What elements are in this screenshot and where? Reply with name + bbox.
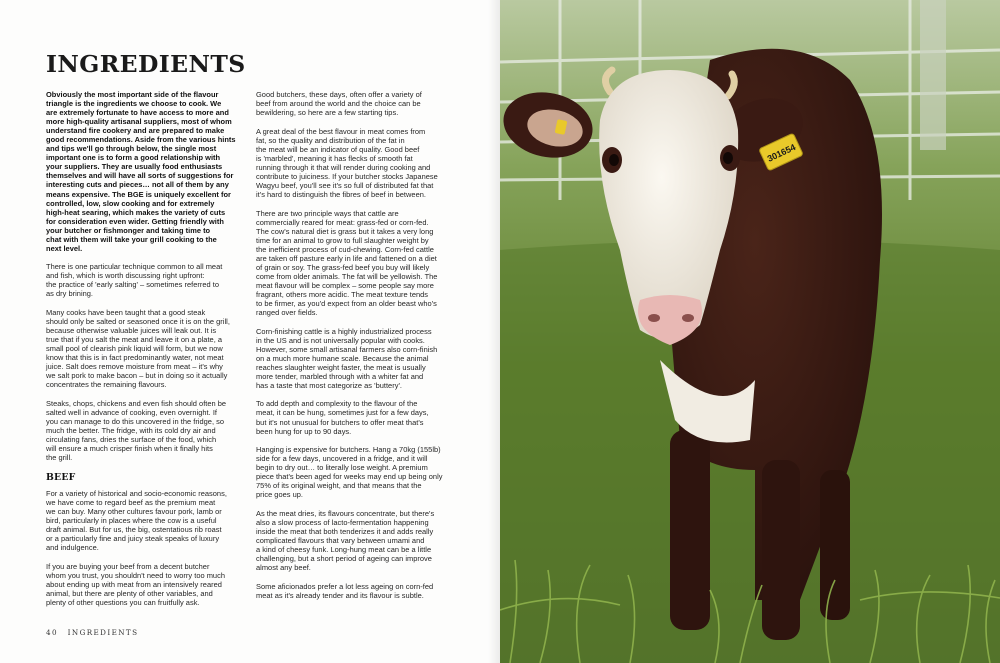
body-paragraph: If you are buying your beef from a decent butcher whom you trust, you shouldn't need to worry too much about ending up with meat from an intensively reared animal, but there are plenty of other variables, and plenty of other questions you can fruitfully ask.	[46, 561, 225, 607]
text-column-left	[46, 90, 246, 616]
body-paragraph: Some aficionados prefer a lot less ageing on corn-fed meat as it's already tender and its flavour is subtle.	[256, 581, 434, 600]
body-paragraph: For a variety of historical and socio-economic reasons, we have come to regard beef as the premium meat we can buy. Many other cultures favour pork, lamb or bird, particularly in places where the cow is a useful draft animal. But for us, the big, ostentatious rib roast or a particularly fine and juicy steak speaks of luxury and indulgence.	[46, 488, 227, 553]
body-paragraph: To add depth and complexity to the flavour of the meat, it can be hung, sometimes just for a few days, but it's not unusual for butchers to offer meat that's been hung for up to 90 days.	[256, 399, 429, 436]
running-section-title: INGREDIENTS	[67, 628, 139, 637]
body-paragraph: Hanging is expensive for butchers. Hang a 70kg (155lb) side for a few days, uncovered in a fridge, and it will begin to dry out… to literally lose weight. A premium piece that's been aged for weeks may end up being only 75% of its original weight, and that means that the price goes up.	[256, 445, 443, 500]
body-paragraph: Steaks, chops, chickens and even fish should often be salted well in advance of cooking, even overnight. If you can manage to do this uncovered in the fridge, so much the better. The fridge, with its cold dry air and circulating fans, dries the surface of the food, which will ensure a much crisper finish when it finally hits the grill.	[46, 398, 227, 463]
body-paragraph: Corn-finishing cattle is a highly industrialized process in the US and is not universally popular with cooks. However, some small artisanal farmers also corn-finish on a much more humane scale. Because the animal reaches slaughter weight faster, the meat is usually more tender, marbled through with a whiter fat and has a taste that most categorize as 'buttery'.	[256, 326, 438, 390]
page-footer	[46, 628, 144, 637]
calf-photo	[500, 0, 1000, 663]
intro-paragraph: Obviously the most important side of the flavour triangle is the ingredients we choose to cook. We are extremely fortunate to have access to more and more high-quality artisanal suppliers, most of whom understand fire cookery and are prepared to make good recommendations. Aside from the various hints and tips we'll go through below, the single most important one is to form a good relationship with your suppliers. They are usually food enthusiasts themselves and will have all sorts of suggestions for interesting cuts and pieces… not all of them by any means expensive. The BGE is uniquely excellent for controlled, low, slow cooking and for extremely high-heat searing, which makes the variety of cuts for consideration even wider. Getting friendly with your butcher or fishmonger and taking time to chat with them will take your grill cooking to the next level.	[46, 90, 236, 253]
body-paragraph: As the meat dries, its flavours concentrate, but there's also a slow process of lacto-fermentation happening inside the meat that both tenderizes it and adds really complicated flavours that vary between umami and a kind of cheesy funk. Long-hung meat can be a little challenging, but a short period of ageing can improve almost any beef.	[256, 508, 435, 573]
calf-illustration	[500, 0, 1000, 663]
page-number: 40	[46, 628, 58, 637]
fence-post	[920, 0, 946, 150]
page-title: INGREDIENTS	[46, 50, 246, 78]
body-paragraph: There are two principle ways that cattle are commercially reared for meat: grass-fed or corn-fed. The cow's natural diet is grass but it takes a very long time for an animal to grow to full slaughter weight by the inefficient process of cud-chewing. Corn-fed cattle are taken off pasture early in life and fattened on a diet of grain or soy. The grass-fed beef you buy will likely come from older animals. The fat will be yellowish. The meat flavour will be complex – some people say more fragrant, others more acidic. The meat texture tends to be firmer, as you'd expect from an older beast who's ranged over fields.	[256, 208, 438, 318]
book-gutter-shadow	[488, 0, 500, 663]
body-paragraph: There is one particular technique common to all meat and fish, which is worth discussing right upfront: the practice of 'early salting' – sometimes referred to as dry brining.	[46, 262, 223, 299]
beef-heading: BEEF	[46, 471, 76, 483]
body-paragraph: Many cooks have been taught that a good steak should only be salted or seasoned once it is on the grill, because otherwise valuable juices will leak out. It is true that if you salt the meat and leave it on a plate, a small pool of clearish pink liquid will form, but we now know that this is in fact predominantly water, not meat juice. Salt does remove moisture from meat – it's why we salt pork to make bacon – but in doing so it actually concentrates the remaining flavours.	[46, 308, 230, 390]
ear-tag-number: 301654	[765, 142, 798, 164]
text-column-right	[256, 90, 456, 609]
body-paragraph: A great deal of the best flavour in meat comes from fat, so the quality and distribution of the fat in the meat will be an indicator of quality. Good beef is 'marbled', meaning it has flecks of smooth fat running through it that will render during cooking and contribute to juiciness. If your butcher stocks Japanese Wagyu beef, you'll see it's so full of distributed fat that it's hard to distinguish the fibres of beef in between.	[256, 126, 438, 199]
body-paragraph: Good butchers, these days, often offer a variety of beef from around the world and the choice can be bewildering, so here are a few starting tips.	[256, 90, 422, 118]
